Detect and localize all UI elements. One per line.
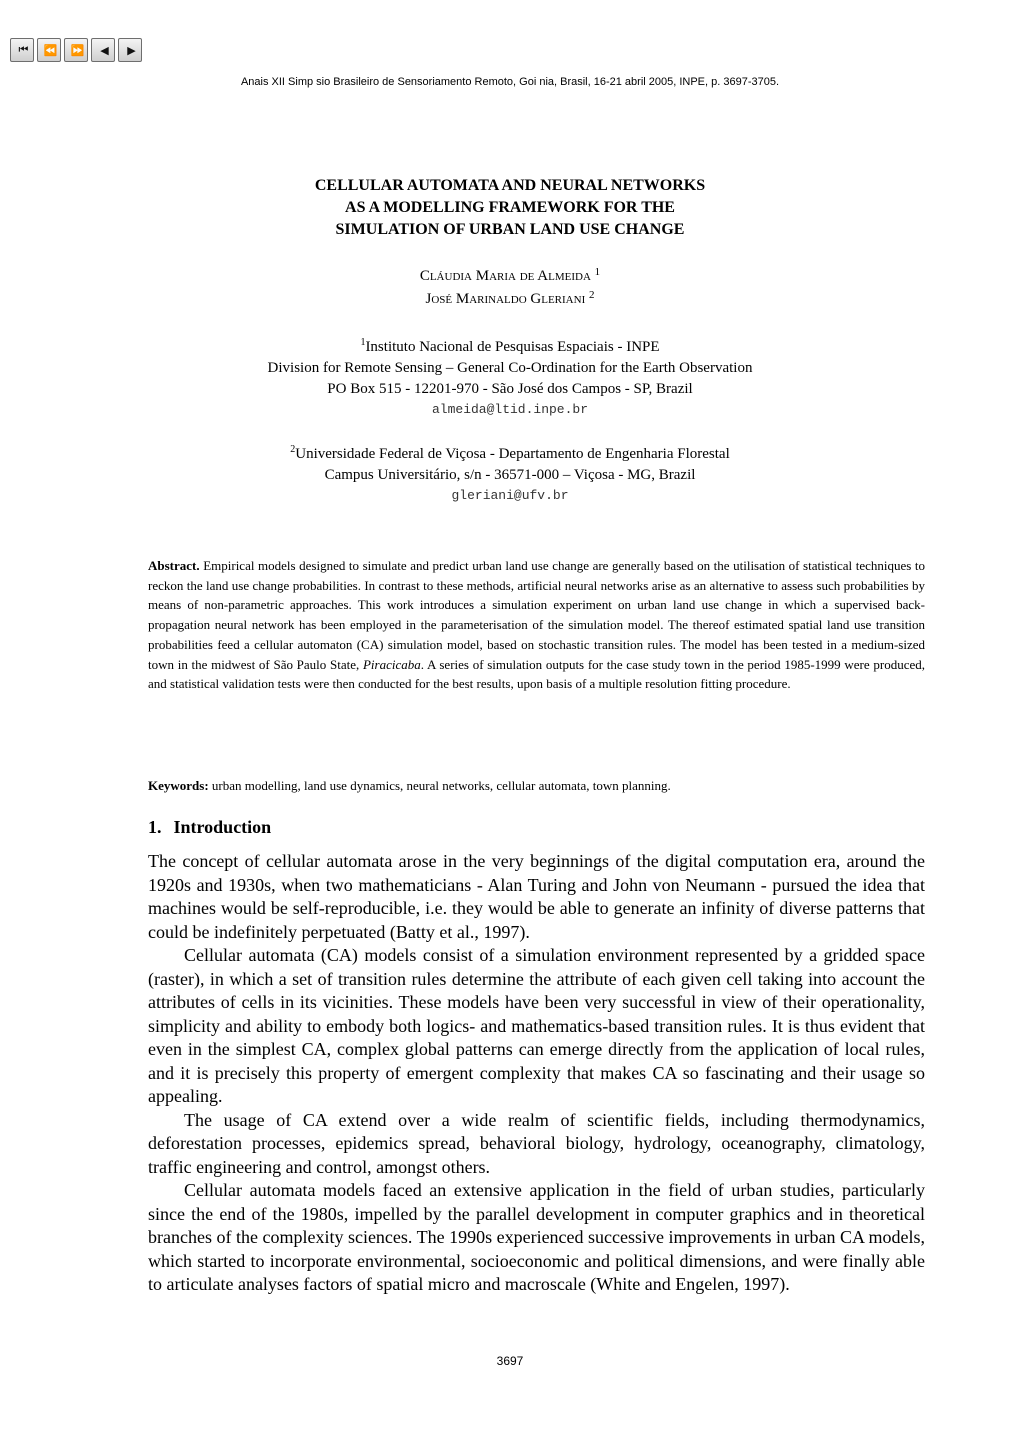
- abstract-text: Empirical models designed to simulate and predict urban land use change are generally based on the utilisation of statistical techniques to reckon the land use change probabilities. In contrast to these methods, artificial neural networks arise as an alternative to assess such probabilities by means of non-parametric approaches. This work introduces a simulation experiment on urban land use change in which a supervised back-propagation neural network has been employed in the parameterisation of the simulation model. The thereof estimated spatial land use transition probabilities feed a cellular automaton (CA) simulation model, based on stochastic transition rules. The model has been tested in a medium-sized town in the midwest of São Paulo State,: [148, 558, 925, 672]
- next-page-button[interactable]: [118, 38, 142, 62]
- first-page-icon: ⏮: [18, 43, 26, 56]
- affiliation-mark: 1: [360, 337, 366, 348]
- section-title: Introduction: [173, 817, 272, 837]
- paragraph: The concept of cellular automata arose in the very beginnings of the digital computation era, around the 1920s and 1930s, when two mathematicians - Alan Turing and John von Neumann - pursued the idea that machines would be self-reproducible, i.e. they would be able to generate an infinity of diverse patterns that could be indefinitely perpetuated (Batty et al., 1997).: [148, 851, 925, 942]
- author-email: gleriani@ufv.br: [451, 488, 569, 503]
- keywords-text: urban modelling, land use dynamics, neural networks, cellular automata, town planning.: [208, 778, 671, 793]
- abstract-place-name: Piracicaba: [362, 656, 421, 672]
- rewind-button[interactable]: [37, 38, 61, 62]
- title-line: CELLULAR AUTOMATA AND NEURAL NETWORKS: [314, 177, 706, 194]
- author-name: Cláudia Maria de Almeida: [419, 268, 591, 284]
- paragraph: Cellular automata (CA) models consist of a simulation environment represented by a gridded space (raster), in which a set of transition rules determine the attribute of each given cell taking into account the attributes of cells in its vicinities. These models have been very successful in view of their operationality, simplicity and ability to embody both logics- and mathematics-based transition rules. It is thus evident that even in the simplest CA, complex global patterns can emerge directly from the application of local rules, and it is precisely this property of emergent complexity that makes CA so fascinating and their usage so appealing.: [148, 945, 925, 1106]
- paragraph: The usage of CA extend over a wide realm of scientific fields, including thermodynamics, deforestation processes, epidemics spread, behavioral biology, hydrology, oceanography, climatology, traffic engineering and control, amongst others.: [148, 1109, 925, 1177]
- paper-title: [0, 175, 1020, 241]
- affiliation-line: PO Box 515 - 12201-970 - São José dos Campos - SP, Brazil: [327, 381, 693, 397]
- abstract-label: Abstract.: [148, 558, 200, 573]
- rewind-icon: ⏪: [43, 43, 55, 57]
- affiliation-line: Universidade Federal de Viçosa - Departamento de Engenharia Florestal: [295, 446, 730, 462]
- previous-page-button[interactable]: [91, 38, 115, 62]
- affiliation-block: [0, 337, 1020, 419]
- section-body: [148, 850, 925, 1297]
- running-header: Anais XII Simp sio Brasileiro de Sensoriamento Remoto, Goi nia, Brasil, 16-21 abril 2005, INPE, p. 3697-3705.: [240, 76, 780, 88]
- next-page-icon: ▶: [127, 43, 133, 57]
- abstract-text: . A series of simulation outputs for the case study town in the period 1985-1999 were produced, and statistical validation tests were then conducted for the best results, upon basis of a multiple resolution fitting procedure.: [148, 656, 925, 692]
- fast-forward-button[interactable]: [64, 38, 88, 62]
- title-line: SIMULATION OF URBAN LAND USE CHANGE: [335, 221, 685, 238]
- fast-forward-icon: ⏩: [70, 43, 82, 57]
- first-page-button[interactable]: [10, 38, 34, 62]
- keywords: [148, 776, 925, 795]
- author-name: José Marinaldo Gleriani: [425, 291, 586, 307]
- affiliation-line: Campus Universitário, s/n - 36571-000 – Viçosa - MG, Brazil: [324, 467, 696, 483]
- author: [0, 266, 1020, 286]
- author-affiliation-mark: 1: [594, 266, 601, 278]
- abstract: [148, 556, 925, 694]
- keywords-label: Keywords:: [148, 778, 209, 793]
- author: [0, 289, 1020, 309]
- affiliation-line: Division for Remote Sensing – General Co-Ordination for the Earth Observation: [267, 360, 753, 376]
- navigation-toolbar: [10, 38, 142, 62]
- affiliation-mark: 2: [290, 444, 296, 455]
- title-line: AS A MODELLING FRAMEWORK FOR THE: [345, 199, 675, 216]
- author-affiliation-mark: 2: [588, 289, 595, 301]
- section-number: 1.: [148, 817, 162, 837]
- previous-page-icon: ◀: [100, 43, 106, 57]
- section-heading: [148, 816, 271, 838]
- paragraph: Cellular automata models faced an extensive application in the field of urban studies, particularly since the end of the 1980s, impelled by the parallel development in computer graphics and in theoretical branches of the complexity sciences. The 1990s experienced successive improvements in urban CA models, which started to incorporate environmental, socioeconomic and political dimensions, and were finally able to articulate analyses factors of spatial micro and macroscale (White and Engelen, 1997).: [148, 1180, 925, 1294]
- author-email: almeida@ltid.inpe.br: [431, 402, 589, 417]
- page-number: 3697: [496, 1354, 524, 1368]
- affiliation-line: Instituto Nacional de Pesquisas Espaciais - INPE: [365, 339, 660, 355]
- affiliation-block: [0, 444, 1020, 505]
